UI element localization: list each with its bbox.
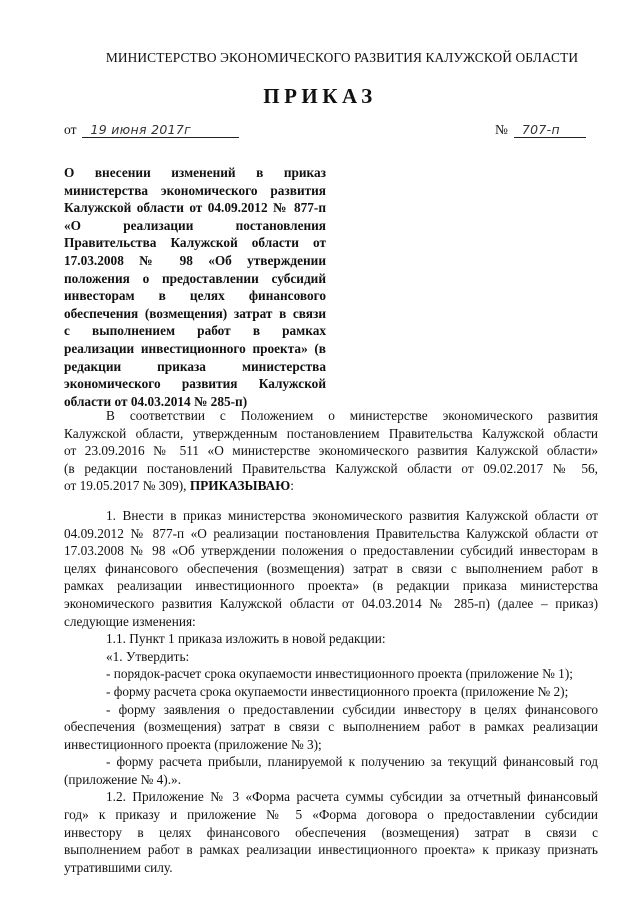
- title-line: инвесторам в целях финансового: [64, 288, 326, 304]
- order-word: ПРИКАЗЫВАЮ: [189, 478, 291, 494]
- title-line: О внесении изменений в приказ: [64, 165, 326, 180]
- item-1-2-line: год» к приказу и приложение № 5 «Форма договора о предоставлении субсидии: [64, 807, 598, 823]
- title-line: с выполнением работ в рамках: [64, 323, 326, 339]
- item-1-line: целях финансового обеспечения (возмещения) затрат в связи с выполнением работ в: [64, 560, 598, 576]
- title-line: обеспечения (возмещения) затрат в связи: [64, 305, 326, 321]
- preamble-line: (в редакции постановлений Правительства Калужской области от 09.02.2017 № 56,: [64, 460, 598, 476]
- item-1-2-line: утратившими силу.: [64, 859, 173, 875]
- title-line: министерства экономического развития: [64, 182, 326, 198]
- title-line: Калужской области от 04.09.2012 № 877-п: [64, 200, 326, 216]
- approve-form-3-line: инвестиционного проекта (приложение № 3);: [64, 736, 322, 752]
- number-prefix: №: [495, 122, 508, 137]
- item-1-line: 17.03.2008 № 98 «Об утверждении положения о предоставлении субсидий инвесторам в: [64, 543, 598, 559]
- item-1-1-approve: «1. Утвердить:: [106, 648, 190, 664]
- title-line: экономического развития Калужской: [64, 376, 326, 392]
- number-row: [495, 122, 586, 138]
- item-1-line: экономического развития Калужской области от 04.03.2014 № 285-п) (далее – приказ): [64, 595, 598, 611]
- item-1-2-line: инвестору в целях финансового обеспечения (возмещения) затрат в связи с: [64, 824, 598, 840]
- date-prefix: от: [64, 122, 77, 137]
- approve-form-4-line: (приложение № 4).».: [64, 771, 182, 787]
- item-1-1: [64, 630, 598, 788]
- document-body: [64, 407, 598, 876]
- order-colon: :: [290, 478, 294, 494]
- title-line: Правительства Калужской области от: [64, 235, 326, 251]
- approve-form-2: - форму расчета срока окупаемости инвестиционного проекта (приложение № 2);: [106, 683, 569, 699]
- preamble-line: Калужской области, утвержденным постановлением Правительства Калужской области: [64, 425, 598, 441]
- preamble-line: от 23.09.2016 № 511 «О министерстве экономического развития Калужской области»: [64, 443, 598, 459]
- document-type-title: ПРИКАЗ: [263, 84, 377, 108]
- title-line: реализации инвестиционного проекта» (в: [64, 340, 326, 356]
- preamble: [64, 407, 598, 495]
- item-1-line: рамках реализации инвестиционного проекта» (в редакции приказа министерства: [64, 578, 598, 594]
- approve-form-3-line: обеспечения (возмещения) затрат в связи с выполнением работ в рамках реализации: [64, 719, 598, 735]
- item-1-line: 04.09.2012 № 877-п «О реализации постановления Правительства Калужской области от: [64, 525, 598, 541]
- number-value: 707-п: [514, 123, 586, 138]
- item-1-line: 1. Внести в приказ министерства экономического развития Калужской области от: [106, 507, 598, 523]
- order-title: [64, 164, 326, 410]
- preamble-last-line: [64, 477, 598, 495]
- approve-form-3-line: - форму заявления о предоставлении субсидии инвестору в целях финансового: [106, 701, 598, 717]
- preamble-line: от 19.05.2017 № 309),: [64, 478, 187, 494]
- title-line: «О реализации постановления: [64, 217, 326, 233]
- item-1: [64, 507, 598, 630]
- ministry-header: МИНИСТЕРСТВО ЭКОНОМИЧЕСКОГО РАЗВИТИЯ КАЛУЖСКОЙ ОБЛАСТИ: [105, 50, 579, 65]
- title-line: области от 04.03.2014 № 285-п): [64, 393, 248, 409]
- date-row: [64, 122, 239, 138]
- item-1-2: [64, 788, 598, 876]
- preamble-line: В соответствии с Положением о министерстве экономического развития: [106, 408, 598, 423]
- title-line: положения о предоставлении субсидий: [64, 270, 326, 286]
- item-1-1-lead: 1.1. Пункт 1 приказа изложить в новой редакции:: [106, 631, 386, 647]
- approve-form-4-line: - форму расчета прибыли, планируемой к получению за текущий финансовый год: [106, 754, 598, 770]
- date-value: 19 июня 2017г: [82, 123, 239, 138]
- approve-form-1: - порядок-расчет срока окупаемости инвестиционного проекта (приложение № 1);: [106, 666, 573, 682]
- item-1-2-line: 1.2. Приложение № 3 «Форма расчета суммы субсидии за отчетный финансовый: [106, 789, 598, 805]
- title-line: 17.03.2008 № 98 «Об утверждении: [64, 252, 326, 268]
- title-line: редакции приказа министерства: [64, 358, 326, 374]
- item-1-line: следующие изменения:: [64, 613, 196, 629]
- item-1-2-line: выполнением работ в рамках реализации инвестиционного проекта» к приказу признать: [64, 842, 598, 858]
